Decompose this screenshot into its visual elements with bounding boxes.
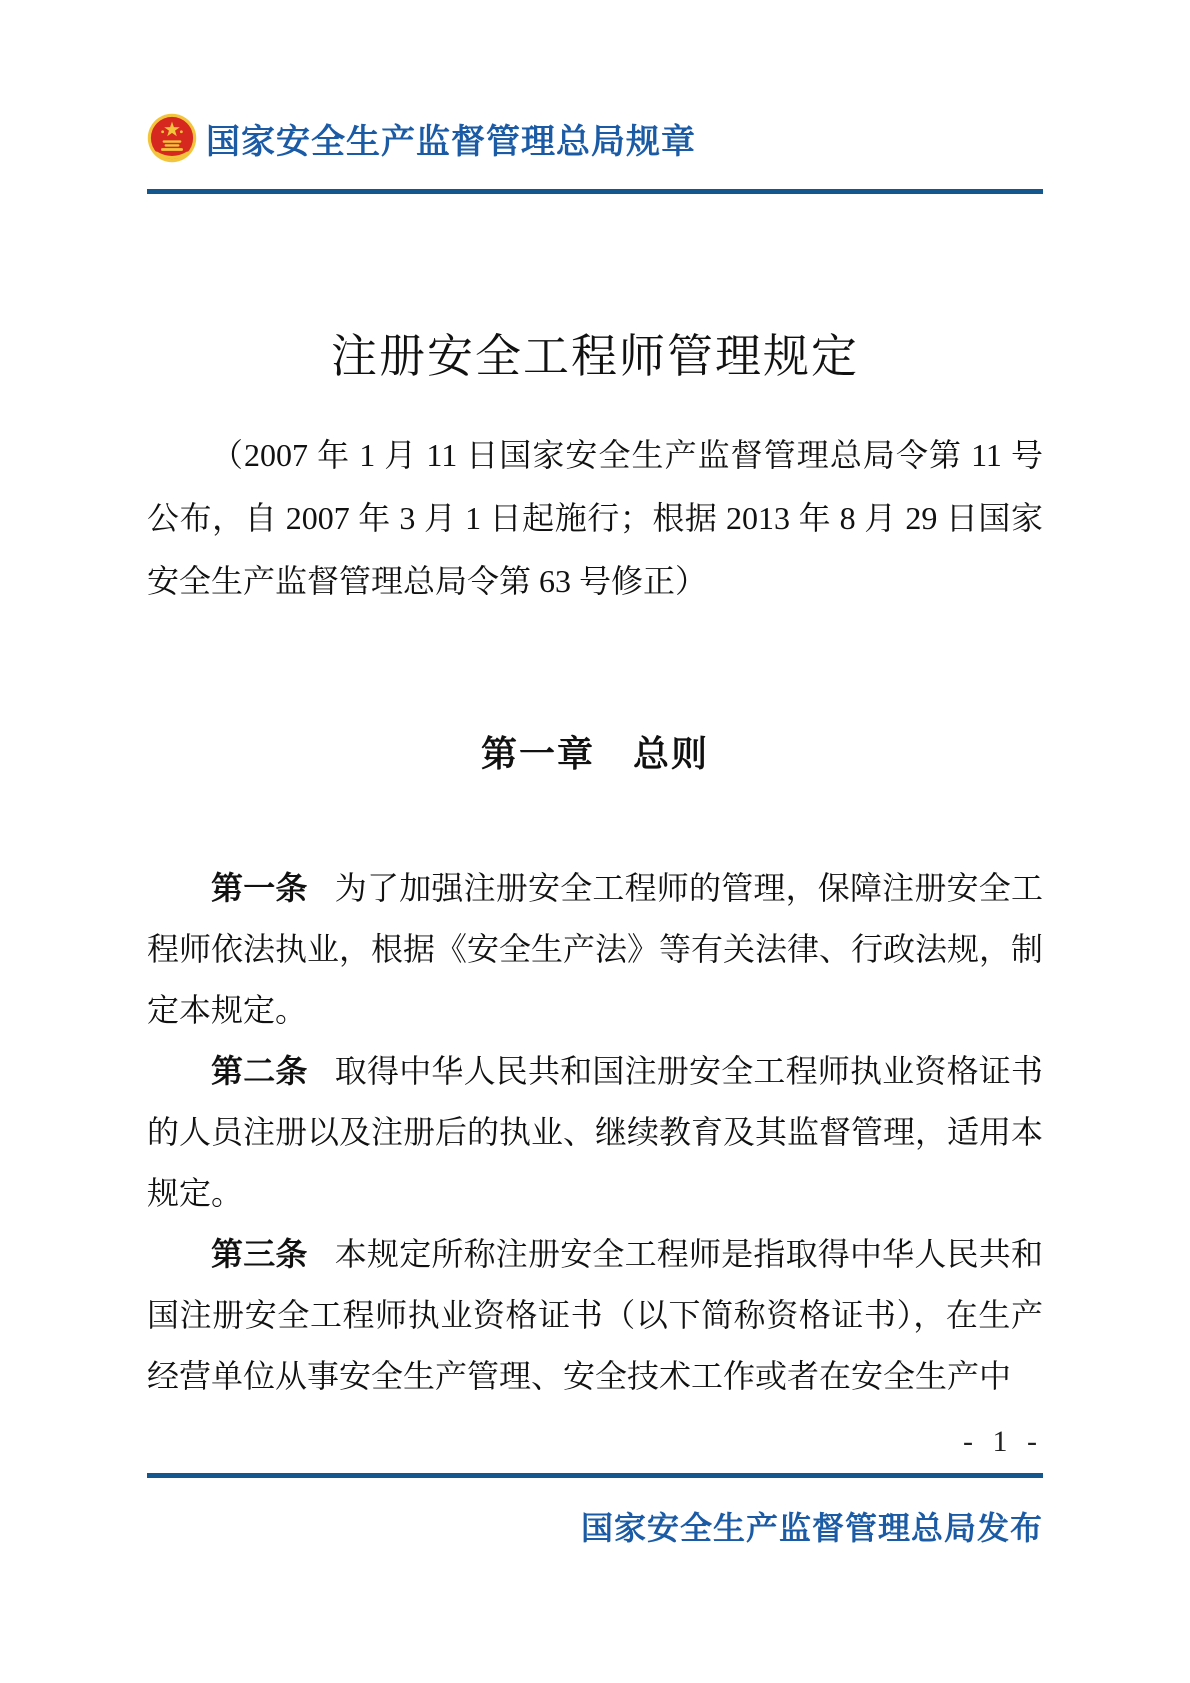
preamble-paragraph: （2007 年 1 月 11 日国家安全生产监督管理总局令第 11 号公布，自 2007 年 3 月 1 日起施行；根据 2013 年 8 月 29 日国家安全生产监督管理总局令第 63 号修正） — [147, 437, 1043, 599]
header-rule — [147, 189, 1043, 194]
article-2 — [147, 1041, 1043, 1224]
publisher-label: 国家安全生产监督管理总局发布 — [580, 1510, 1043, 1546]
national-emblem-icon — [147, 112, 197, 164]
article-2-label: 第二条 — [211, 1053, 308, 1089]
article-3 — [147, 1224, 1043, 1407]
document-header — [147, 112, 1043, 164]
article-2-text: 取得中华人民共和国注册安全工程师执业资格证书的人员注册以及注册后的执业、继续教育及其监督管理，适用本规定。 — [147, 1053, 1044, 1211]
footer-rule — [147, 1473, 1043, 1478]
article-3-text: 本规定所称注册安全工程师是指取得中华人民共和国注册安全工程师执业资格证书（以下简称资格证书），在生产经营单位从事安全生产管理、安全技术工作或者在安全生产中 — [147, 1236, 1043, 1394]
document-title: 注册安全工程师管理规定 — [331, 331, 859, 382]
article-1-text: 为了加强注册安全工程师的管理，保障注册安全工程师依法执业，根据《安全生产法》等有关法律、行政法规，制定本规定。 — [147, 870, 1044, 1028]
article-1-label: 第一条 — [211, 870, 308, 906]
articles-section — [147, 858, 1043, 1407]
header-title: 国家安全生产监督管理总局规章 — [206, 123, 696, 161]
article-1 — [147, 858, 1043, 1041]
page-number: - 1 - — [963, 1425, 1043, 1458]
chapter-heading: 第一章 总则 — [480, 733, 709, 774]
article-3-label: 第三条 — [211, 1236, 308, 1272]
